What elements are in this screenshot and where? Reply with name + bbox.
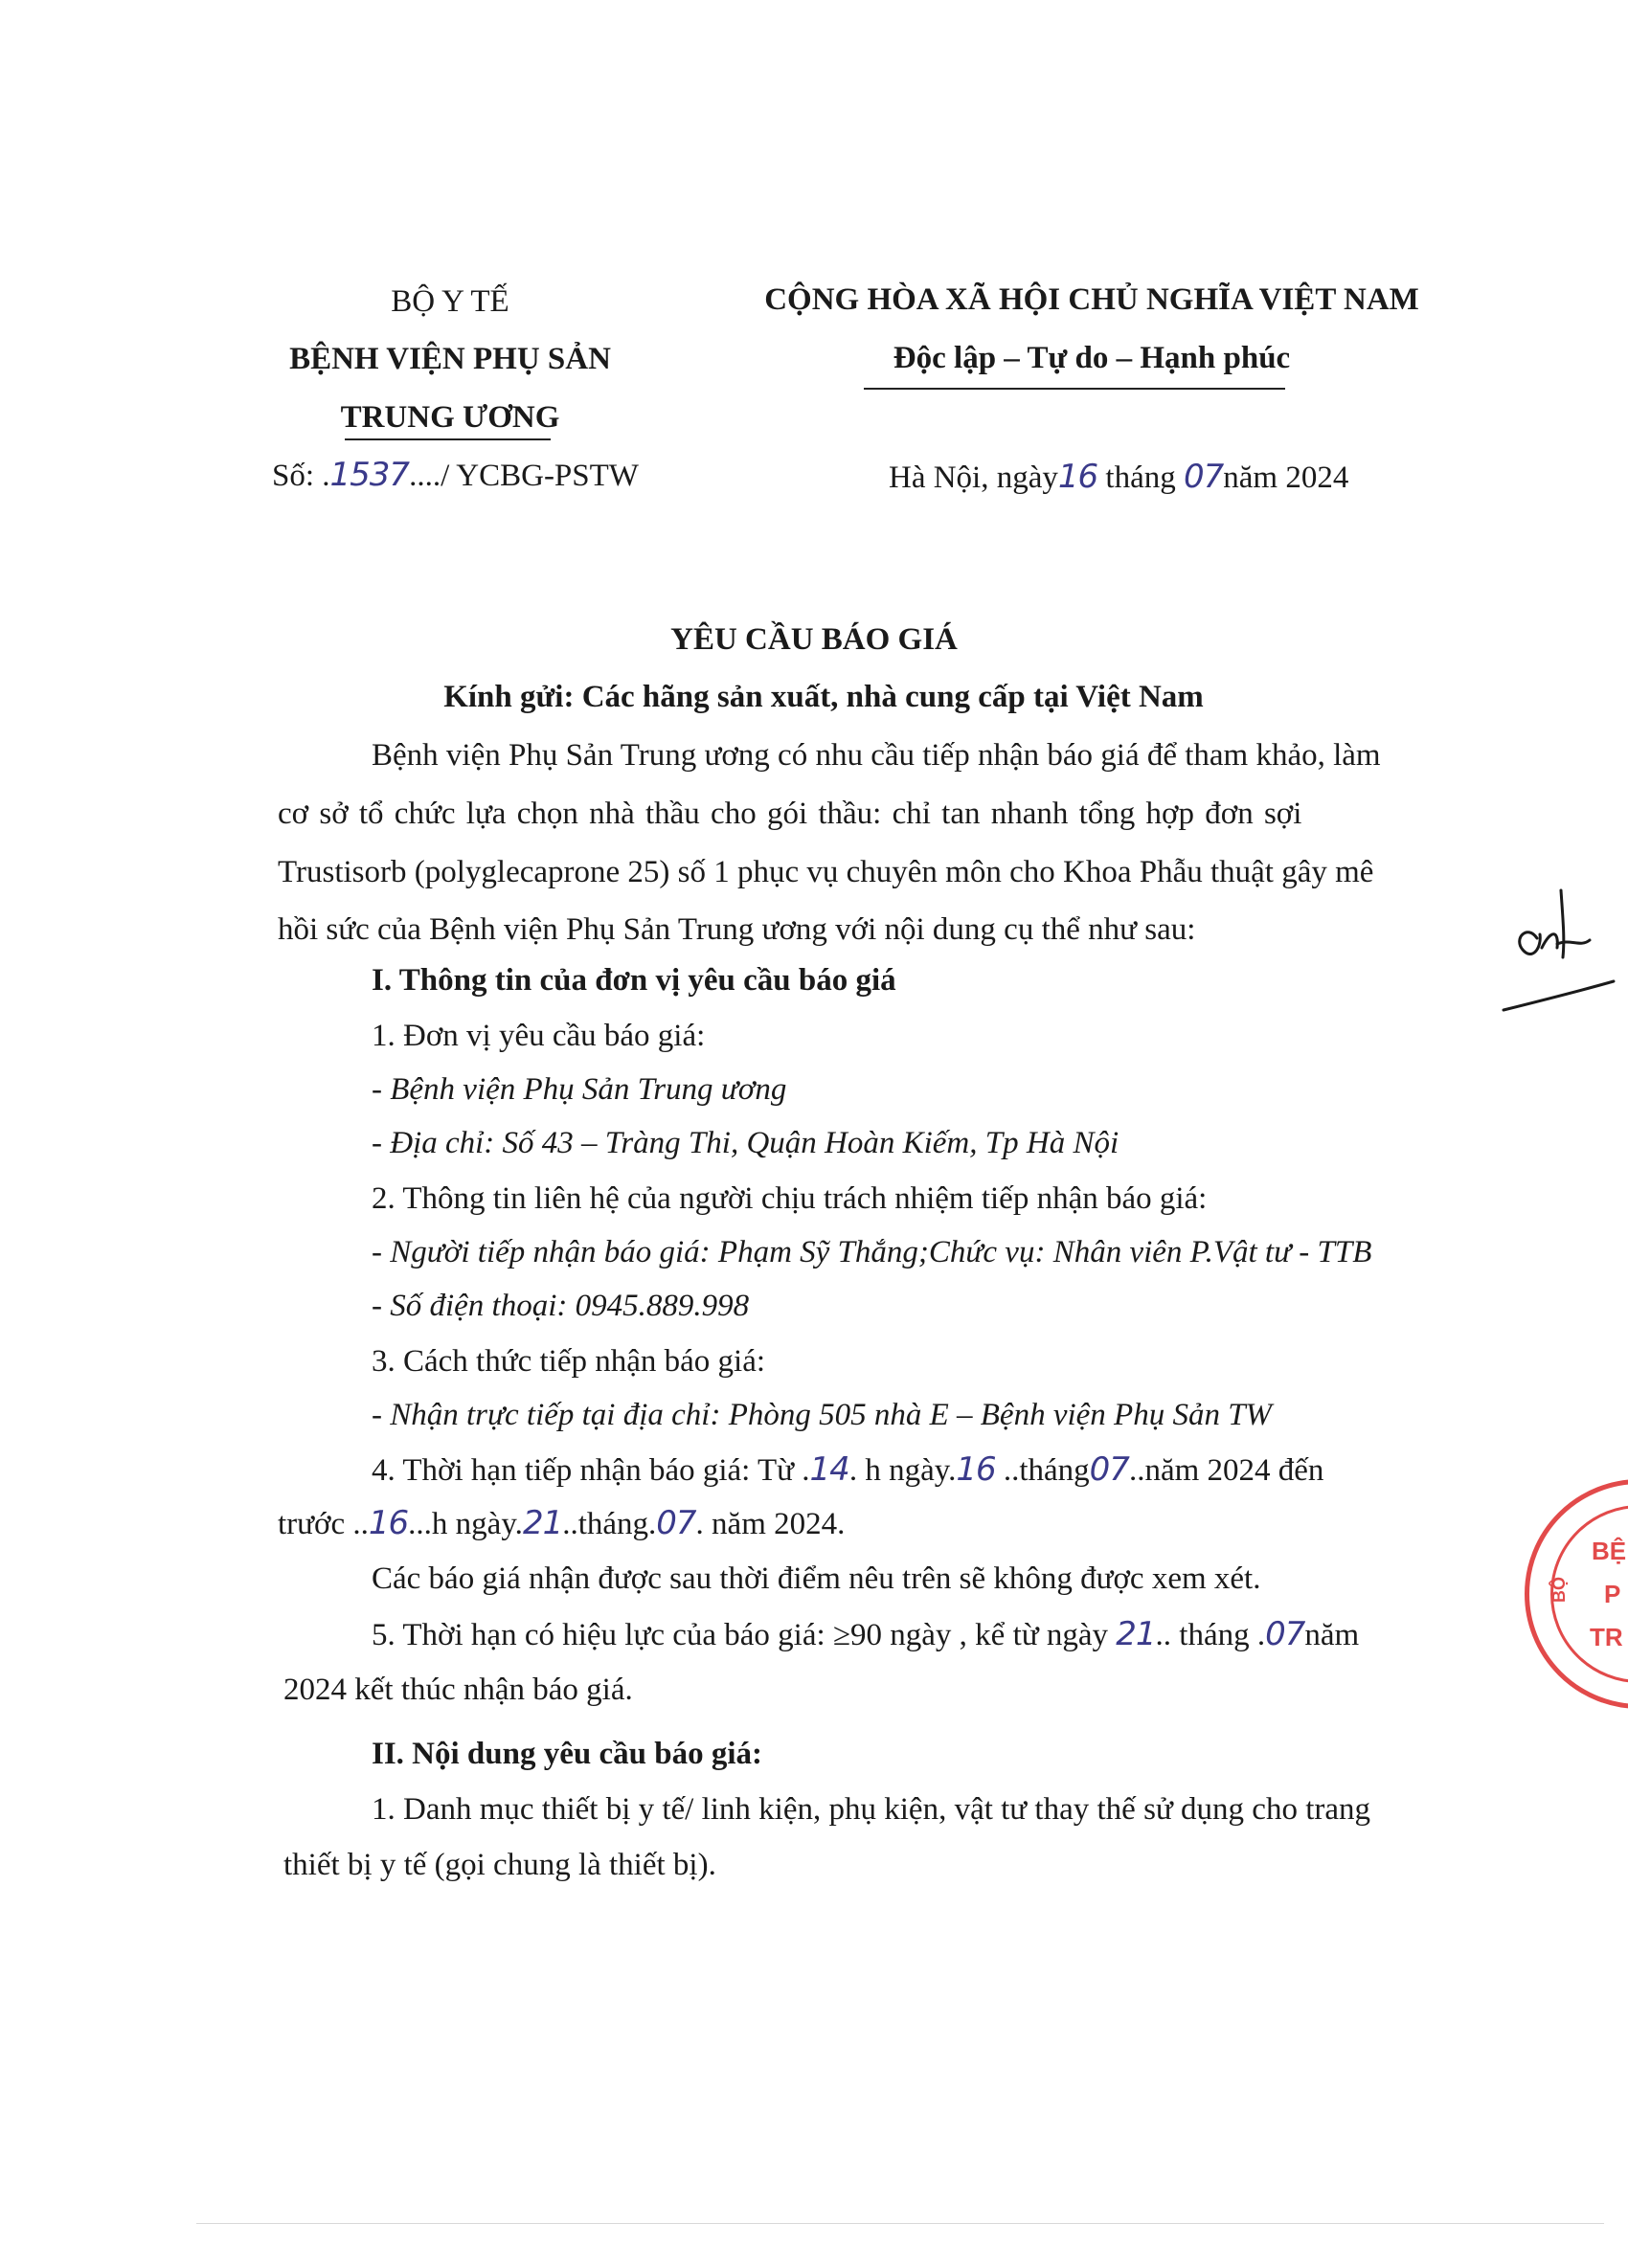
initials-signature xyxy=(1494,871,1618,1024)
country-name: CỘNG HÒA XÃ HỘI CHỦ NGHĨA VIỆT NAM xyxy=(764,282,1419,317)
document-number xyxy=(272,456,639,495)
org-underline xyxy=(345,438,551,440)
validity-month: 07 xyxy=(1265,1615,1305,1653)
scan-edge xyxy=(196,2223,1604,2224)
official-stamp xyxy=(1525,1479,1628,1709)
deadline-text: ..tháng xyxy=(995,1453,1090,1488)
deadline-from-hour: 14 xyxy=(809,1450,849,1489)
validity-text: .. tháng . xyxy=(1155,1618,1266,1652)
motto-underline xyxy=(864,388,1285,390)
validity-line2: 2024 kết thúc nhận báo giá. xyxy=(283,1673,633,1707)
deadline-to-month: 07 xyxy=(656,1504,696,1542)
date-month: 07 xyxy=(1183,458,1224,496)
receiving-method: - Nhận trực tiếp tại địa chỉ: Phòng 505 nhà E – Bệnh viện Phụ Sản TW xyxy=(372,1398,1273,1432)
late-submission-note: Các báo giá nhận được sau thời điểm nêu trên sẽ không được xem xét. xyxy=(372,1561,1261,1596)
deadline-line2 xyxy=(278,1504,845,1543)
section1-item1: 1. Đơn vị yêu cầu báo giá: xyxy=(372,1019,706,1053)
unit-name: - Bệnh viện Phụ Sản Trung ương xyxy=(372,1072,787,1107)
section2-item1-cont: thiết bị y tế (gọi chung là thiết bị). xyxy=(283,1848,716,1882)
deadline-line1 xyxy=(372,1450,1323,1490)
org-name-line2: TRUNG ƯƠNG xyxy=(340,400,560,435)
validity-line1 xyxy=(372,1615,1359,1654)
stamp-text: P xyxy=(1604,1580,1621,1608)
deadline-text: trước .. xyxy=(278,1507,369,1541)
issue-date xyxy=(889,458,1348,497)
deadline-to-day: 21 xyxy=(522,1504,563,1542)
recipient: Kính gửi: Các hãng sản xuất, nhà cung cấp tại Việt Nam xyxy=(443,680,1204,714)
validity-day: 21 xyxy=(1116,1615,1156,1653)
date-day: 16 xyxy=(1057,458,1098,496)
intro-line: cơ sở tổ chức lựa chọn nhà thầu cho gói thầu: chỉ tan nhanh tổng hợp đơn sợi xyxy=(278,797,1302,831)
deadline-text: ..năm 2024 đến xyxy=(1128,1453,1324,1488)
number-suffix: ..../ YCBG-PSTW xyxy=(409,459,639,493)
section1-item2: 2. Thông tin liên hệ của người chịu trách nhiệm tiếp nhận báo giá: xyxy=(372,1181,1208,1216)
stamp-text: BỆ xyxy=(1592,1537,1627,1565)
section1-heading: I. Thông tin của đơn vị yêu cầu báo giá xyxy=(372,963,896,998)
ministry-name: BỘ Y TẾ xyxy=(391,284,509,319)
deadline-from-month: 07 xyxy=(1089,1450,1129,1489)
contact-person: - Người tiếp nhận báo giá: Phạm Sỹ Thắng;Chức vụ: Nhân viên P.Vật tư - TTB xyxy=(372,1235,1372,1269)
validity-text: năm xyxy=(1304,1618,1360,1652)
date-suffix: năm 2024 xyxy=(1223,460,1349,495)
section2-item1: 1. Danh mục thiết bị y tế/ linh kiện, phụ kiện, vật tư thay thế sử dụng cho trang xyxy=(372,1792,1370,1827)
org-name-line1: BỆNH VIỆN PHỤ SẢN xyxy=(289,342,611,376)
intro-line: hồi sức của Bệnh viện Phụ Sản Trung ương với nội dung cụ thể như sau: xyxy=(278,912,1196,947)
deadline-to-hour: 16 xyxy=(368,1504,409,1542)
deadline-text: ...h ngày. xyxy=(408,1507,523,1541)
section2-heading: II. Nội dung yêu cầu báo giá: xyxy=(372,1737,763,1771)
deadline-text: 4. Thời hạn tiếp nhận báo giá: Từ . xyxy=(372,1453,810,1488)
deadline-from-day: 16 xyxy=(956,1450,996,1489)
section1-item3: 3. Cách thức tiếp nhận báo giá: xyxy=(372,1344,766,1379)
unit-address: - Địa chỉ: Số 43 – Tràng Thi, Quận Hoàn Kiếm, Tp Hà Nội xyxy=(372,1126,1119,1160)
stamp-text: TR xyxy=(1590,1623,1623,1651)
date-month-label: tháng xyxy=(1105,460,1176,495)
validity-text: 5. Thời hạn có hiệu lực của báo giá: ≥90 ngày , kể từ ngày xyxy=(372,1618,1117,1652)
deadline-text: . h ngày. xyxy=(848,1453,957,1488)
stamp-text: BỘ xyxy=(1549,1577,1569,1603)
deadline-text: ..tháng. xyxy=(562,1507,657,1541)
deadline-text: . năm 2024. xyxy=(695,1507,846,1541)
date-prefix: Hà Nội, ngày xyxy=(889,460,1058,495)
contact-phone: - Số điện thoại: 0945.889.998 xyxy=(372,1289,750,1323)
intro-line: Trustisorb (polyglecaprone 25) số 1 phục vụ chuyên môn cho Khoa Phẫu thuật gây mê xyxy=(278,855,1374,889)
motto: Độc lập – Tự do – Hạnh phúc xyxy=(893,341,1291,375)
number-handwritten: 1537 xyxy=(329,456,410,494)
intro-line: Bệnh viện Phụ Sản Trung ương có nhu cầu tiếp nhận báo giá để tham khảo, làm xyxy=(372,738,1381,773)
number-prefix: Số: . xyxy=(272,459,330,493)
document-title: YÊU CẦU BÁO GIÁ xyxy=(670,622,958,657)
